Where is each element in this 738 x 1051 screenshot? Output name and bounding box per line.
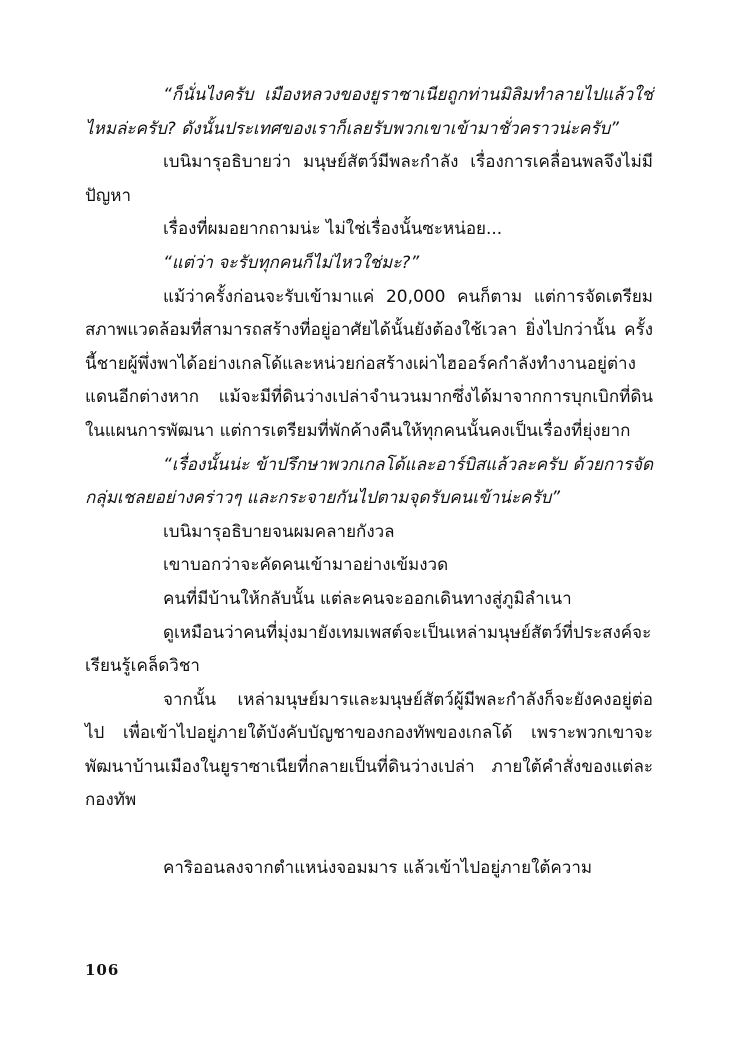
page-number: 106 [85,961,120,979]
paragraph: “แต่ว่า จะรับทุกคนก็ไม่ไหวใช่มะ?” [163,252,420,273]
paragraph: เบนิมารุอธิบายจนผมคลายกังวล [163,521,395,542]
paragraph: แม้ว่าครั้งก่อนจะรับเข้ามาแค่ 20,000 คนก็ตาม แต่การจัดเตรียมสภาพแวดล้อมที่สามารถสร้างที่อยู่อาศัยได้นั้นยังต้องใช้เวลา ยิ่งไปกว่านั้น ครั้งนี้ชายผู้พึ่งพาได้อย่างเกลโด้และหน่วยก่อสร้างเผ่าไฮออร์คกำลังทำงานอยู่ต่างแดนอีกต่างหาก แม้จะมีที่ดินว่างเปล่าจำนวนมากซึ่งได้มาจากการบุกเบิกที่ดินในแผนการพัฒนา แต่การเตรียมที่พักค้างคืนให้ทุกคนนั้นคงเป็นเรื่องที่ยุ่งยาก [85,286,653,441]
paragraph: ดูเหมือนว่าคนที่มุ่งมายังเทมเพสต์จะเป็นเหล่ามนุษย์สัตว์ที่ประสงค์จะเรียนรู้เคล็ดวิชา [85,622,652,677]
paragraph: คาริออนลงจากตำแหน่งจอมมาร แล้วเข้าไปอยู่ภายใต้ความ [163,857,593,878]
paragraph: คนที่มีบ้านให้กลับนั้น แต่ละคนจะออกเดินทางสู่ภูมิลำเนา [163,588,572,609]
section-break [85,818,653,852]
paragraph: เขาบอกว่าจะคัดคนเข้ามาอย่างเข้มงวด [163,555,449,576]
paragraph: เรื่องที่ผมอยากถามน่ะ ไม่ใช่เรื่องนั้นซะหน่อย... [163,219,503,240]
paragraph: เบนิมารุอธิบายว่า มนุษย์สัตว์มีพละกำลัง เรื่องการเคลื่อนพลจึงไม่มีปัญหา [85,152,653,206]
paragraph: “เรื่องนั้นน่ะ ข้าปรึกษาพวกเกลโด้และอาร์บิสแล้วละครับ ด้วยการจัดกลุ่มเชลยอย่างคร่าวๆ และกระจายกันไปตามจุดรับคนเข้าน่ะครับ” [85,454,653,509]
paragraph: “ก็นั่นไงครับ เมืองหลวงของยูราซาเนียถูกท่านมิลิมทำลายไปแล้วใช่ไหมล่ะครับ? ดังนั้นประเทศของเราก็เลยรับพวกเขาเข้ามาชั่วคราวน่ะครับ” [85,85,653,139]
paragraph: จากนั้น เหล่ามนุษย์มารและมนุษย์สัตว์ผู้มีพละกำลังก็จะยังคงอยู่ต่อไป เพื่อเข้าไปอยู่ภายใต้บังคับบัญชาของกองทัพของเกลโด้ เพราะพวกเขาจะพัฒนาบ้านเมืองในยูราซาเนียที่กลายเป็นที่ดินว่างเปล่า ภายใต้คำสั่งของแต่ละกองทัพ [85,689,653,811]
body-text [85,79,653,885]
